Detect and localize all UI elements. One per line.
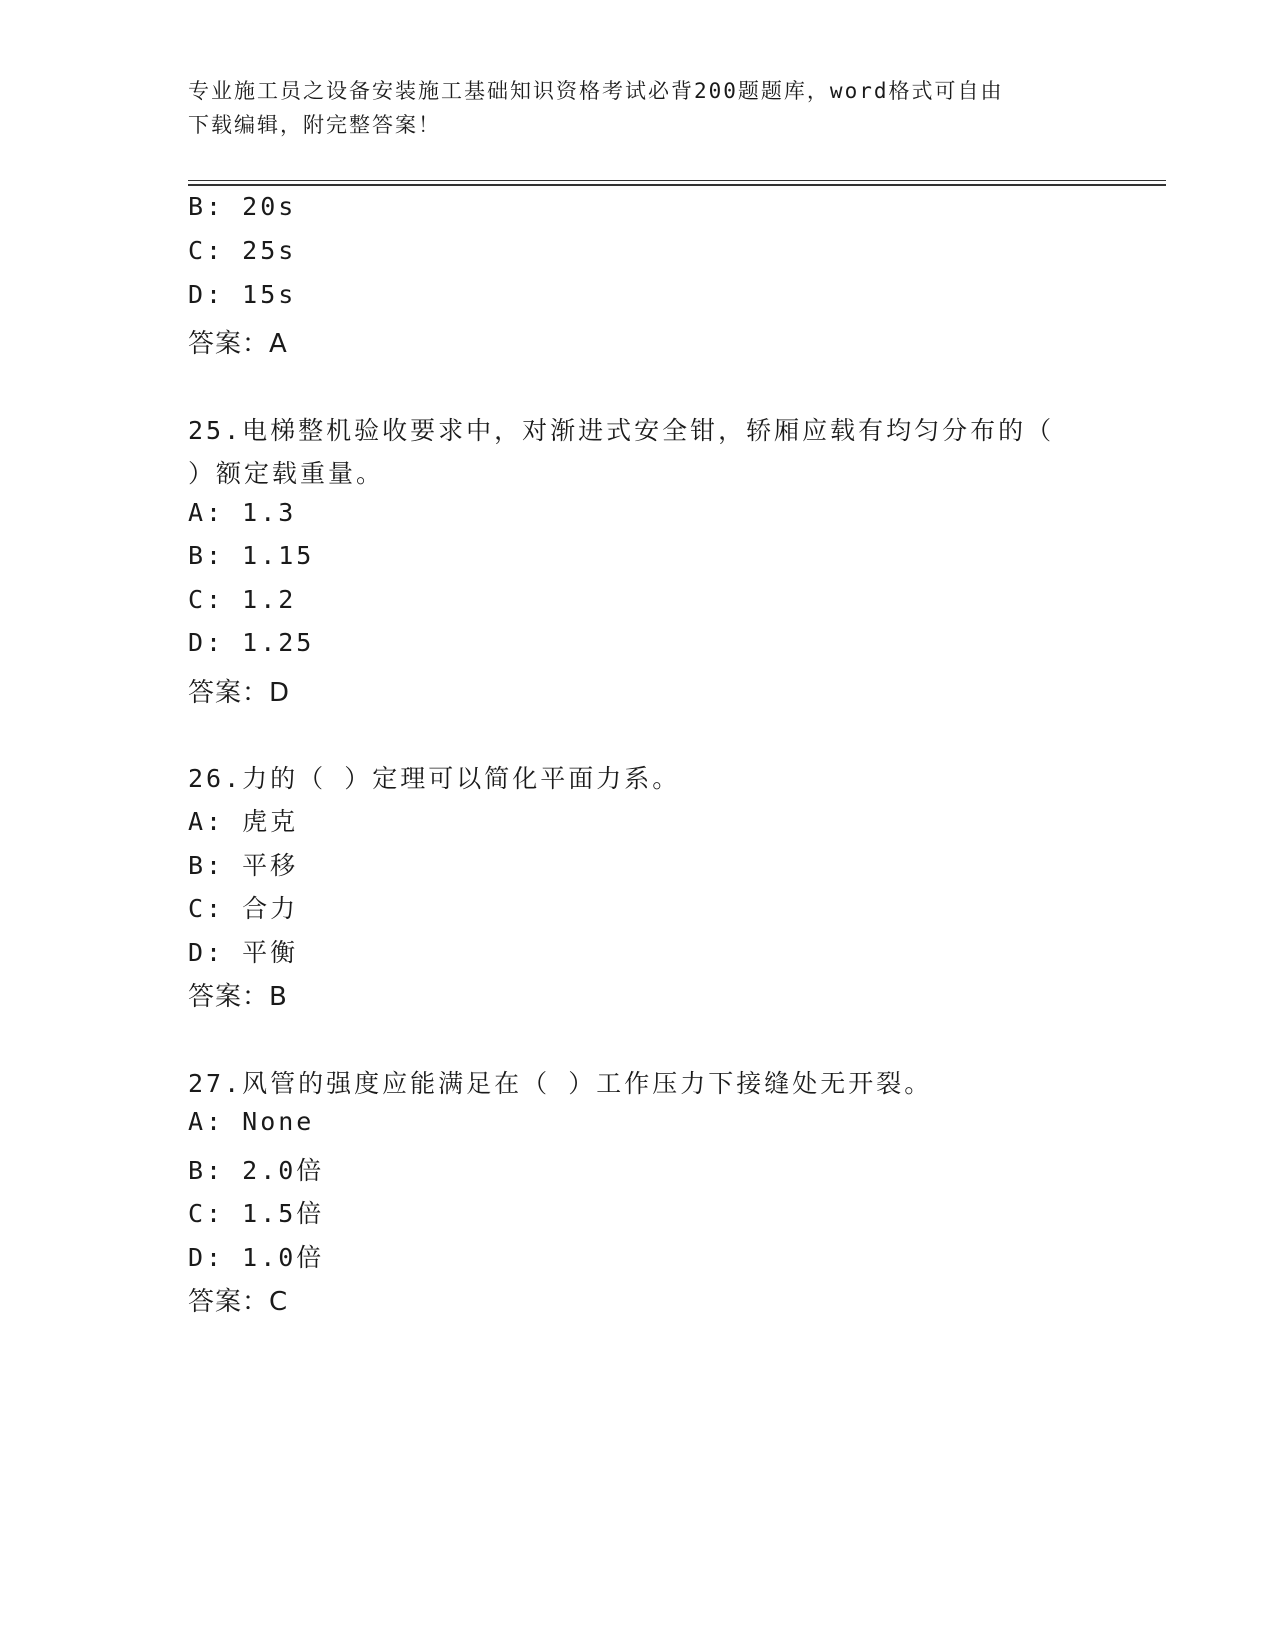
- q25-option-b: B: 1.15: [188, 541, 315, 570]
- header-divider-thin: [188, 180, 1166, 181]
- header-divider-thick: [188, 184, 1166, 186]
- q24-option-c: C: 25s: [188, 236, 297, 265]
- q27-option-d: D: 1.0倍: [188, 1243, 325, 1272]
- q26-option-a: A: 虎克: [188, 807, 299, 836]
- q26-stem: 26.力的（ ）定理可以简化平面力系。: [188, 764, 681, 793]
- q24-option-b: B: 20s: [188, 192, 297, 221]
- q25-option-d: D: 1.25: [188, 628, 315, 657]
- q25-option-a: A: 1.3: [188, 498, 297, 527]
- q25-answer: 答案：D: [188, 678, 291, 708]
- q27-answer: 答案：C: [188, 1287, 289, 1317]
- q24-option-d: D: 15s: [188, 280, 297, 309]
- q26-option-b: B: 平移: [188, 851, 299, 880]
- q26-answer: 答案：B: [188, 982, 288, 1012]
- q27-option-a: A: None: [188, 1107, 315, 1136]
- q24-answer: 答案：A: [188, 329, 288, 359]
- header-title-line-2: 下载编辑，附完整答案！: [188, 113, 441, 137]
- q27-stem: 27.风管的强度应能满足在（ ）工作压力下接缝处无开裂。: [188, 1069, 933, 1098]
- q26-option-d: D: 平衡: [188, 938, 299, 967]
- q27-option-c: C: 1.5倍: [188, 1199, 325, 1228]
- q25-stem-line-1: 25.电梯整机验收要求中，对渐进式安全钳，轿厢应载有均匀分布的（: [188, 416, 1055, 445]
- document-header: [188, 74, 1068, 142]
- q27-option-b: B: 2.0倍: [188, 1156, 325, 1185]
- q25-stem-line-2: ）额定载重量。: [188, 459, 385, 488]
- q25-option-c: C: 1.2: [188, 585, 297, 614]
- q26-option-c: C: 合力: [188, 894, 299, 923]
- header-title-line-1: 专业施工员之设备安装施工基础知识资格考试必背200题题库，word格式可自由: [188, 79, 1004, 103]
